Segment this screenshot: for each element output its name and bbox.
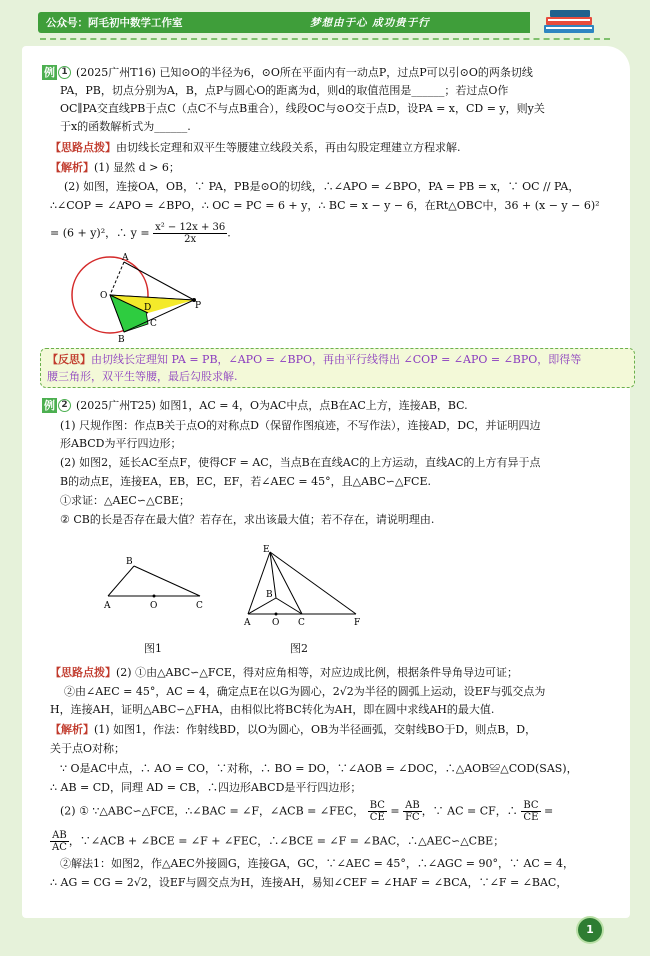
figure-2-caption: 图2 [290,642,308,655]
ex2-solution-7: ②解法1：如图2，作△AEC外接圆G，连接GA，GC，∵∠AEC = 45°，∴∠AGC = 90°，∵ AC = 4， [60,857,575,870]
svg-text:A: A [244,618,251,627]
page-footer [0,918,650,956]
ex1-solution-2: (2) 如图，连接OA，OB，∵ PA，PB是⊙O的切线，∴∠APO = ∠BPO，PA = PB = x，∵ OC // PA， [64,180,580,193]
svg-text:F: F [354,618,361,627]
solution-tag: 【解析】 [50,161,94,174]
example-1-badge: 例 1 [42,65,71,80]
svg-text:O: O [150,601,158,611]
reflection-box [40,348,635,388]
figure-1-caption: 图1 [144,642,162,655]
ex2-line-3: 形ABCD为平行四边形； [60,437,182,450]
ex1-hint: 【思路点拨】由切线长定理和双平生等腰建立线段关系，再由勾股定理建立方程求解. [50,141,461,154]
hint-tag: 【思路点拨】 [50,141,116,154]
ex1-line-2: PA，PB，切点分别为A，B，点P与圆心O的距离为d，则d的取值范围是______；若过点O作 [60,84,509,97]
svg-text:O: O [100,291,108,301]
books-icon [540,5,600,37]
svg-text:P: P [195,301,202,311]
header-banner [38,12,530,33]
ex2-hint-3: H，连接AH，证明△ABC∽△FHA，由相似比将BC转化为AH，即在圆中求线AH的最大值. [50,703,495,716]
figure-2 [240,542,365,627]
ex1-figure [60,250,220,345]
ex2-line-5: B的动点E，连接EA，EB，EC，EF，若∠AEC = 45°，且△ABC∽△FCE. [60,475,431,488]
ex1-solution-4: = (6 + y)²，∴ y = $\frac{\text{x² − 12x + 36}}{2x}$ . [50,222,231,245]
example-2-badge: 例 2 [42,398,71,413]
ex2-hint-1: 【思路点拨】(2) ①由△ABC∽△FCE，得对应角相等，对应边成比例，根据条件导角导边可证； [50,666,518,679]
svg-text:D: D [144,303,152,313]
svg-text:C: C [150,319,157,329]
svg-text:C: C [196,601,203,611]
svg-text:E: E [263,545,270,555]
ex2-solution-5: (2) ① ∵△ABC∽△FCE，∴∠BAC = ∠F，∠ACB = ∠FEC， $\frac{BC}{CE}$ = $\frac{AB}{FC}$ ，∵ AC = CF，∴ $\frac{BC}{CE}$ = [60,800,554,823]
ex2-solution-3: ∵ O是AC中点，∴ AO = CO，∵对称，∴ BO = DO，∵∠AOB = ∠DOC，∴△AOB≌△COD(SAS)， [60,762,578,775]
ex2-line-6: ①求证：△AEC∽△CBE； [60,494,191,507]
ex1-solution-3: ∴∠COP = ∠APO = ∠BPO，∴ OC = PC = 6 + y，∴ BC = x − y − 6，在Rt△OBC中，36 + (x − y − 6)² [50,199,600,212]
ex2-line-7: ② CB的长是否存在最大值？若存在，求出该最大值；若不存在，请说明理由. [60,513,435,526]
svg-text:O: O [272,618,280,627]
ex2-solution-6: $\frac{AB}{AC}$ ，∵∠ACB + ∠BCE = ∠F + ∠FEC，∴∠BCE = ∠F = ∠BAC，∴△AEC∽△CBE； [52,830,505,853]
reflection-line-1: 【反思】由切线长定理知 PA = PB，∠APO = ∠BPO，再由平行线得出 ∠COP = ∠APO = ∠BPO，即得等 [47,353,582,366]
header-motto: 梦想由于心 成功贵于行 [310,17,430,29]
header-divider [40,38,610,45]
page-number: 1 [578,918,602,942]
svg-text:B: B [266,590,273,600]
ex2-solution-2: 关于点O对称； [50,742,126,755]
reflection-line-2: 腰三角形，双平生等腰，最后勾股求解. [47,370,238,383]
ex1-fraction: $\frac{\text{x² − 12x + 36}}{2x}$ [155,222,226,245]
ex2-line-1: (2025广州T25) 如图1，AC = 4，O为AC中点，点B在AC上方，连接AB，BC. [76,399,468,412]
ex2-solution-4: ∴ AB = CD，同理 AD = CB，∴四边形ABCD是平行四边形； [50,781,362,794]
ex2-solution-1: 【解析】(1) 如图1，作法：作射线BD，以O为圆心，OB为半径画弧，交射线BO于D，则点B，D， [50,723,537,736]
ex1-line-4: 于x的函数解析式为______. [60,120,191,133]
ex2-line-4: (2) 如图2，延长AC至点F，使得CF = AC，当点B在直线AC的上方运动，直线AC的上方有异于点 [60,456,541,469]
svg-text:B: B [126,557,133,567]
header-left: 公众号：阿毛初中数学工作室 [46,17,183,29]
ex2-line-2: (1) 尺规作图：作点B关于点O的对称点D（保留作图痕迹，不写作法），连接AD，DC，并证明四边 [60,419,541,432]
svg-text:C: C [298,618,305,627]
ex2-solution-8: ∴ AG = CG = 2√2，设EF与圆交点为H，连接AH，易知∠CEF = ∠HAF = ∠BCA，∵∠F = ∠BAC， [50,876,568,889]
svg-text:A: A [104,601,111,611]
svg-text:B: B [118,335,125,345]
svg-text:A: A [122,253,129,263]
ex1-solution-1: 【解析】(1) 显然 d > 6； [50,161,180,174]
ex1-line-1: (2025广州T16) 已知⊙O的半径为6，⊙O所在平面内有一动点P，过点P可以引⊙O的两条切线 [76,66,533,79]
figure-1 [98,552,213,612]
ex2-hint-2: ②由∠AEC = 45°，AC = 4，确定点E在以G为圆心，2√2为半径的圆弧上运动，设EF与弧交点为 [64,685,546,698]
ex1-line-3: OC∥PA交直线PB于点C（点C不与点B重合），线段OC与⊙O交于点D，设PA = x，CD = y，则y关 [60,102,545,115]
